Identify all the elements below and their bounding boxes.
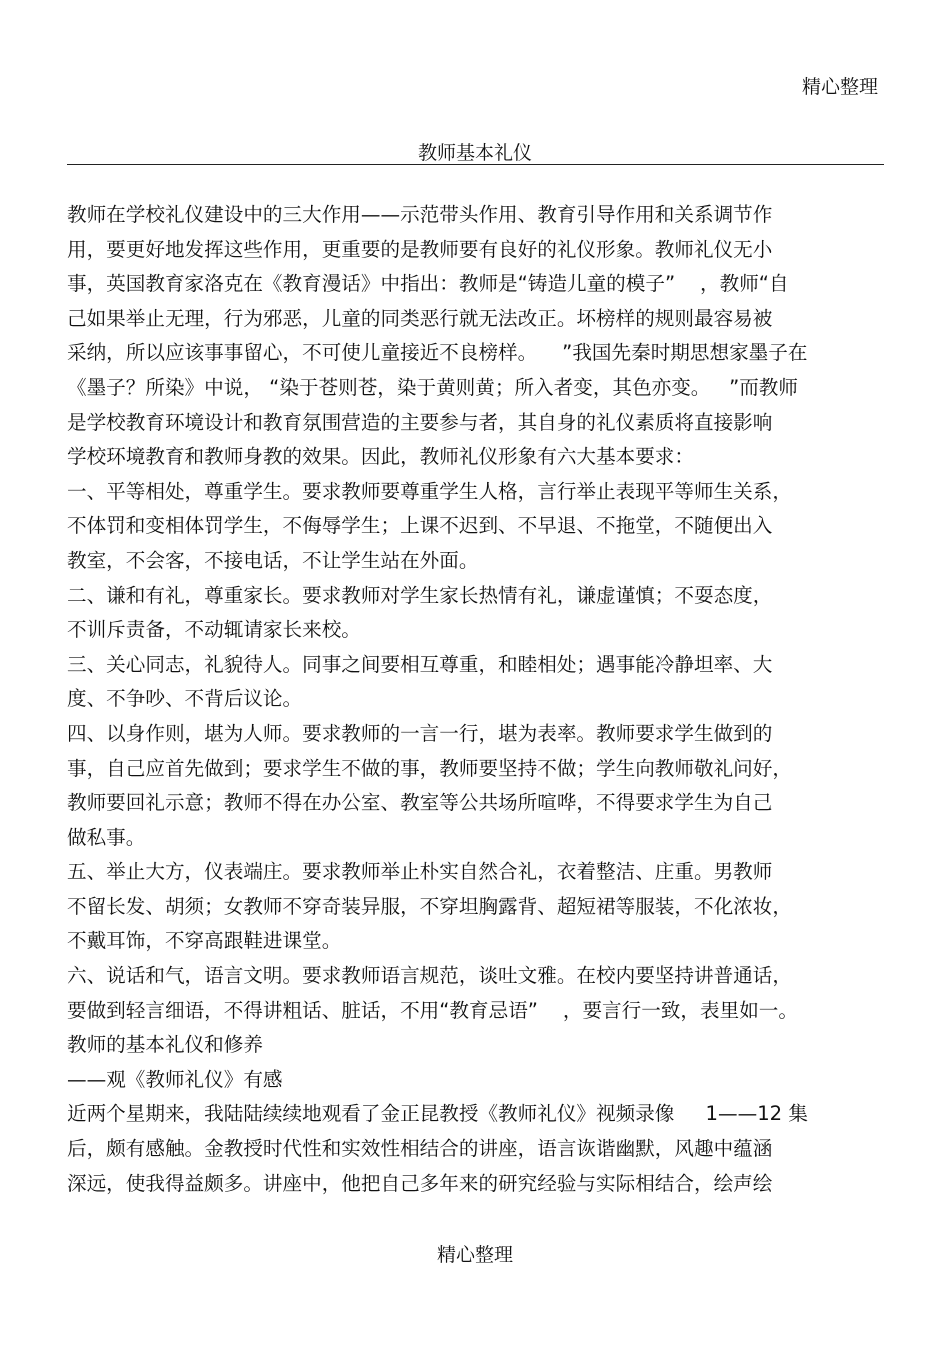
page-footer: 精心整理 — [436, 1244, 513, 1266]
text-line: 六、说话和气，语言文明。要求教师语言规范，谈吐文雅。在校内要坚持讲普通话， — [67, 964, 792, 988]
text-line: 后，颇有感触。金教授时代性和实效性相结合的讲座，语言诙谐幽默，风趣中蕴涵 — [67, 1137, 773, 1161]
text-line: 《墨子？所染》中说， “染于苍则苍，染于黄则黄；所入者变，其色亦变。 ”而教师 — [67, 375, 798, 399]
text-line: 不训斥责备，不动辄请家长来校。 — [67, 618, 361, 642]
text-line: 不戴耳饰，不穿高跟鞋进课堂。 — [67, 929, 342, 953]
text-line: 采纳，所以应该事事留心，不可使儿童接近不良榜样。 ”我国先秦时期思想家墨子在 — [67, 341, 808, 365]
section-heading: 教师的基本礼仪和修养 — [67, 1033, 263, 1057]
text-line: 一、平等相处，尊重学生。要求教师要尊重学生人格，言行举止表现平等师生关系， — [67, 479, 792, 503]
document-title: 教师基本礼仪 — [417, 142, 532, 164]
text-line: 是学校教育环境设计和教育氛围营造的主要参与者，其自身的礼仪素质将直接影响 — [67, 410, 773, 434]
page-header: 精心整理 — [801, 76, 878, 98]
title-divider — [67, 164, 884, 165]
text-line: 要做到轻言细语，不得讲粗话、脏话，不用“教育忌语” ，要言行一致，表里如一。 — [67, 998, 798, 1022]
text-line: 学校环境教育和教师身教的效果。因此，教师礼仪形象有六大基本要求： — [67, 445, 694, 469]
text-line: 教师要回礼示意；教师不得在办公室、教室等公共场所喧哗，不得要求学生为自己 — [67, 791, 773, 815]
text-line: 教师在学校礼仪建设中的三大作用——示范带头作用、教育引导作用和关系调节作 — [67, 203, 773, 226]
section-subheading: ——观《教师礼仪》有感 — [67, 1067, 283, 1091]
text-line: 不留长发、胡须；女教师不穿奇装异服，不穿坦胸露背、超短裙等服装，不化浓妆， — [67, 894, 792, 918]
text-line: 用，要更好地发挥这些作用，更重要的是教师要有良好的礼仪形象。教师礼仪无小 — [67, 237, 773, 261]
text-line: 四、以身作则，堪为人师。要求教师的一言一行，堪为表率。教师要求学生做到的 — [67, 721, 773, 745]
text-line: 教室，不会客，不接电话，不让学生站在外面。 — [67, 548, 479, 572]
text-line: 深远，使我得益颇多。讲座中，他把自己多年来的研究经验与实际相结合，绘声绘 — [67, 1171, 773, 1195]
text-line: 己如果举止无理，行为邪恶，儿童的同类恶行就无法改正。坏榜样的规则最容易被 — [67, 306, 773, 330]
text-line: 二、谦和有礼，尊重家长。要求教师对学生家长热情有礼，谦虚谨慎；不耍态度， — [67, 583, 773, 607]
text-line: 近两个星期来，我陆陆续续地观看了金正昆教授《教师礼仪》视频录像 1——12 集 — [67, 1102, 808, 1126]
text-line: 不体罚和变相体罚学生，不侮辱学生；上课不迟到、不早退、不拖堂，不随便出入 — [67, 514, 773, 538]
text-line: 五、举止大方，仪表端庄。要求教师举止朴实自然合礼，衣着整洁、庄重。男教师 — [67, 860, 773, 884]
text-line: 事，英国教育家洛克在《教育漫话》中指出：教师是“铸造儿童的模子” ，教师“自 — [67, 272, 789, 296]
text-line: 做私事。 — [67, 825, 146, 849]
text-line: 事，自己应首先做到；要求学生不做的事，教师要坚持不做；学生向教师敬礼问好， — [67, 756, 792, 780]
text-line: 度、不争吵、不背后议论。 — [67, 687, 303, 711]
document-body — [67, 198, 887, 1201]
text-line: 三、关心同志，礼貌待人。同事之间要相互尊重，和睦相处；遇事能冷静坦率、大 — [67, 652, 773, 676]
